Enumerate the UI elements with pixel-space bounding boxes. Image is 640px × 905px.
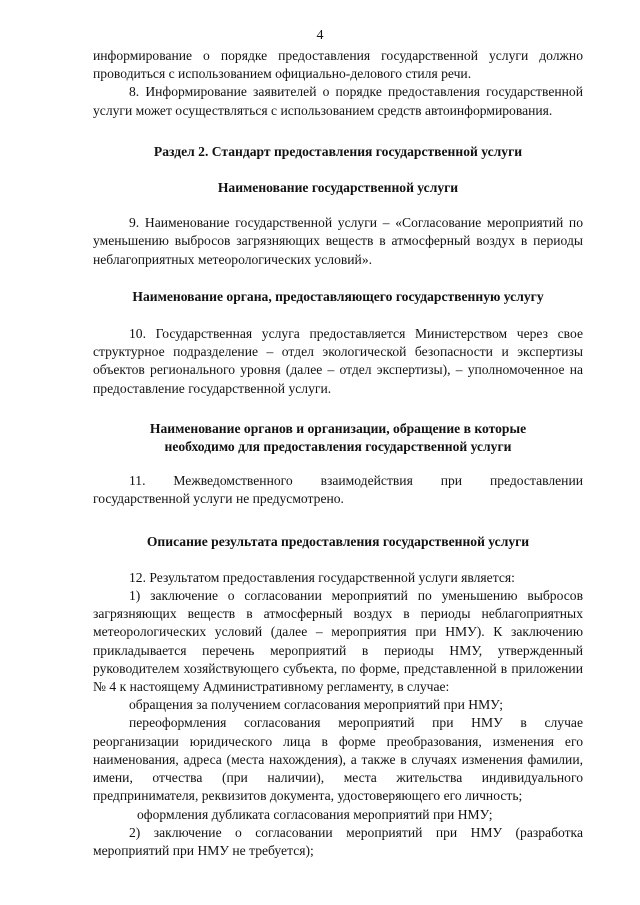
- paragraph-12-item-1b: переоформления согласования мероприятий при НМУ в случае реорганизации юридического лица в форме преобразования, изменения его наименования, адреса (места нахождения), а также в случаях изменения фамилии, имени, отчества (при наличии), места жительства индивидуального предпринимателя, реквизитов документа, удостоверяющего его личность;: [93, 715, 583, 804]
- organs-heading-line-2: необходимо для предоставления государственной услуги: [164, 439, 512, 455]
- paragraph-11: 11. Межведомственного взаимодействия при предоставлении государственной услуги не предусмотрено.: [93, 473, 583, 507]
- paragraph-8: 8. Информирование заявителей о порядке предоставления государственной услуги может осуществляться с использованием средств автоинформирования.: [93, 84, 583, 118]
- paragraph-12-item-1a: обращения за получением согласования мероприятий при НМУ;: [129, 697, 504, 713]
- paragraph-12-item-1c: оформления дубликата согласования мероприятий при НМУ;: [137, 806, 493, 822]
- organs-organizations-heading: [93, 420, 583, 456]
- page-number: 4: [316, 28, 324, 43]
- section-2-heading: Раздел 2. Стандарт предоставления государственной услуги: [153, 143, 523, 159]
- paragraph-9: 9. Наименование государственной услуги – «Согласование мероприятий по уменьшению выбросов загрязняющих веществ в атмосферный воздух в периоды неблагоприятных метеорологических условий».: [93, 215, 583, 267]
- document-body: [93, 47, 583, 860]
- organs-heading-line-1: Наименование органов и организации, обращение в которые: [149, 420, 527, 436]
- paragraph-continuation: информирование о порядке предоставления государственной услуги должно проводиться с использованием официально-делового стиля речи.: [93, 48, 583, 82]
- service-name-heading: Наименование государственной услуги: [217, 180, 459, 196]
- organ-heading: Наименование органа, предоставляющего государственную услугу: [132, 288, 544, 304]
- paragraph-10: 10. Государственная услуга предоставляется Министерством через свое структурное подразделение – отдел экологической безопасности и экспертизы объектов регионального уровня (далее – отдел экспертизы), – уполномоченное на предоставление государственной услуги.: [93, 326, 583, 396]
- paragraph-12: 12. Результатом предоставления государственной услуги является:: [129, 569, 515, 585]
- paragraph-12-item-1: 1) заключение о согласовании мероприятий по уменьшению выбросов загрязняющих веществ в атмосферный воздух в периоды неблагоприятных метеорологических условий (далее – мероприятия при НМУ). К заключению прикладывается перечень мероприятий в периоды НМУ, утвержденный руководителем хозяйствующего субъекта, по форме, представленной в приложении № 4 к настоящему Административному регламенту, в случае:: [93, 588, 583, 695]
- result-heading: Описание результата предоставления государственной услуги: [146, 533, 530, 549]
- paragraph-12-item-2: 2) заключение о согласовании мероприятий при НМУ (разработка мероприятий при НМУ не требуется);: [93, 824, 583, 858]
